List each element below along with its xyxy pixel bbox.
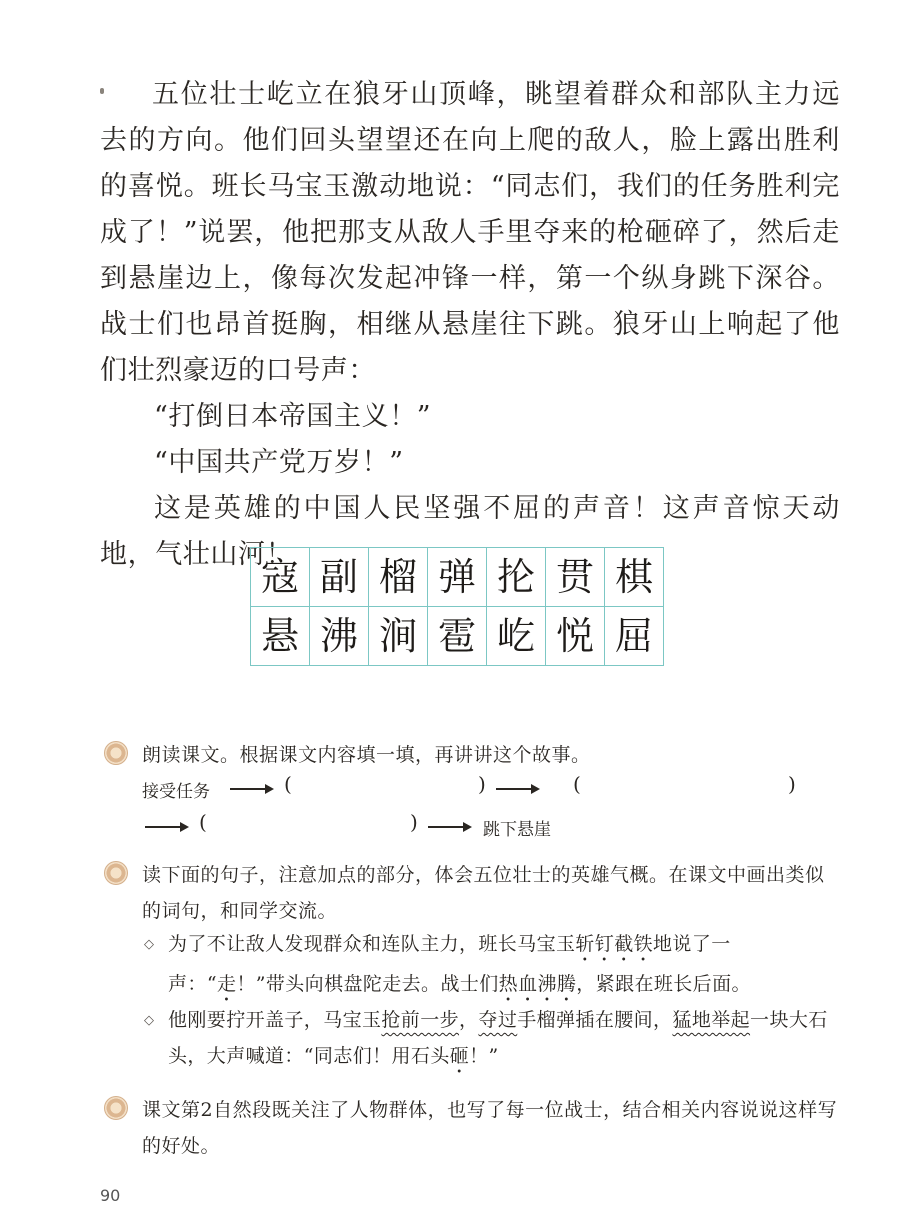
emphasized-phrase: 斩钉截铁 (575, 933, 654, 955)
character-cell: 悦 (546, 607, 605, 666)
exercise-2-instruction: 读下面的句子，注意加点的部分，体会五位壮士的英雄气概。在课文中画出类似的词句，和同学交流。 (142, 864, 825, 922)
blank-close-paren: ) (478, 772, 486, 796)
character-cell: 棋 (605, 548, 664, 607)
diamond-bullet-icon: ◇ (144, 937, 154, 952)
sentence-text: 为了不让敌人发现群众和连队主力，班长马宝玉 (168, 933, 576, 955)
character-cell: 副 (310, 548, 369, 607)
sentence-text: “ (206, 973, 217, 995)
story-paragraph: “打倒日本帝国主义！” (154, 401, 432, 432)
example-sentence-2 (168, 1002, 836, 1078)
character-cell: 涧 (369, 607, 428, 666)
flow-end-label: 跳下悬崖 (483, 820, 551, 840)
emphasized-phrase: 热血沸腾 (498, 973, 577, 995)
emphasized-phrase: 抢前一步 (381, 1009, 460, 1031)
character-cell: 寇 (251, 548, 310, 607)
flow-arrow-icon (230, 788, 272, 790)
diamond-bullet-icon: ◇ (144, 1013, 154, 1028)
character-row (251, 548, 664, 607)
character-cell: 雹 (428, 607, 487, 666)
emphasized-phrase: 砸 (449, 1045, 470, 1067)
flow-start-label: 接受任务 (142, 782, 210, 802)
exercise-bullet-icon (104, 1096, 128, 1120)
blank-close-paren: ) (788, 772, 796, 796)
flow-arrow-icon (145, 826, 187, 828)
sentence-text: ，紧跟在班长后面。 (576, 973, 751, 995)
sentence-text: 他刚要拧开盖子，马宝玉 (168, 1009, 382, 1031)
character-cell: 抡 (487, 548, 546, 607)
sentence-text: ！”带头向棋盘陀走去。战士们 (236, 973, 499, 995)
sentence-text: 手榴弹插在腰间， (517, 1009, 673, 1031)
story-paragraph: 这是英雄的中国人民坚强不屈的声音！这声音惊天动地，气壮山河！ (100, 493, 840, 570)
character-row (251, 607, 664, 666)
character-cell: 榴 (369, 548, 428, 607)
emphasized-phrase: 走 (216, 973, 237, 995)
character-grid (250, 547, 664, 666)
flow-arrow-icon (428, 826, 470, 828)
character-cell: 贯 (546, 548, 605, 607)
character-cell: 屹 (487, 607, 546, 666)
character-cell: 弹 (428, 548, 487, 607)
character-cell: 沸 (310, 607, 369, 666)
exercise-bullet-icon (104, 861, 128, 885)
story-paragraph: “中国共产党万岁！” (154, 447, 404, 478)
emphasized-phrase: 夺过 (478, 1009, 518, 1031)
story-paragraph: 五位壮士屹立在狼牙山顶峰，眺望着群众和部队主力远去的方向。他们回头望望还在向上爬的敌人，脸上露出胜利的喜悦。班长马宝玉激动地说：“同志们，我们的任务胜利完成了！”说罢，他把那支从敌人手里夺来的枪砸碎了，然后走到悬崖边上，像每次发起冲锋一样，第一个纵身跳下深谷。战士们也昂首挺胸，相继从悬崖往下跳。狼牙山上响起了他们壮烈豪迈的口号声： (100, 79, 840, 386)
sentence-text: 一块大石头，大声喊道：“同志们！用石头 (168, 1009, 828, 1067)
story-text (100, 72, 840, 578)
emphasized-phrase: 猛地举起 (672, 1009, 751, 1031)
sentence-text: 地说了一声： (168, 933, 731, 995)
flow-arrow-icon (496, 788, 538, 790)
character-cell: 悬 (251, 607, 310, 666)
sentence-text: ， (459, 1009, 479, 1031)
blank-open-paren: ( (284, 772, 292, 796)
sentence-text: ！” (469, 1045, 499, 1067)
example-sentence-1 (168, 926, 836, 1006)
exercise-bullet-icon (104, 741, 128, 765)
character-cell: 屈 (605, 607, 664, 666)
blank-close-paren: ) (410, 810, 418, 834)
exercise-1-instruction: 朗读课文。根据课文内容填一填，再讲讲这个故事。 (142, 744, 591, 766)
exercise-3-instruction: 课文第2自然段既关注了人物群体，也写了每一位战士，结合相关内容说说这样写的好处。 (142, 1099, 838, 1157)
page-number: 90 (100, 1186, 121, 1205)
blank-open-paren: ( (199, 810, 207, 834)
blank-open-paren: ( (573, 772, 581, 796)
